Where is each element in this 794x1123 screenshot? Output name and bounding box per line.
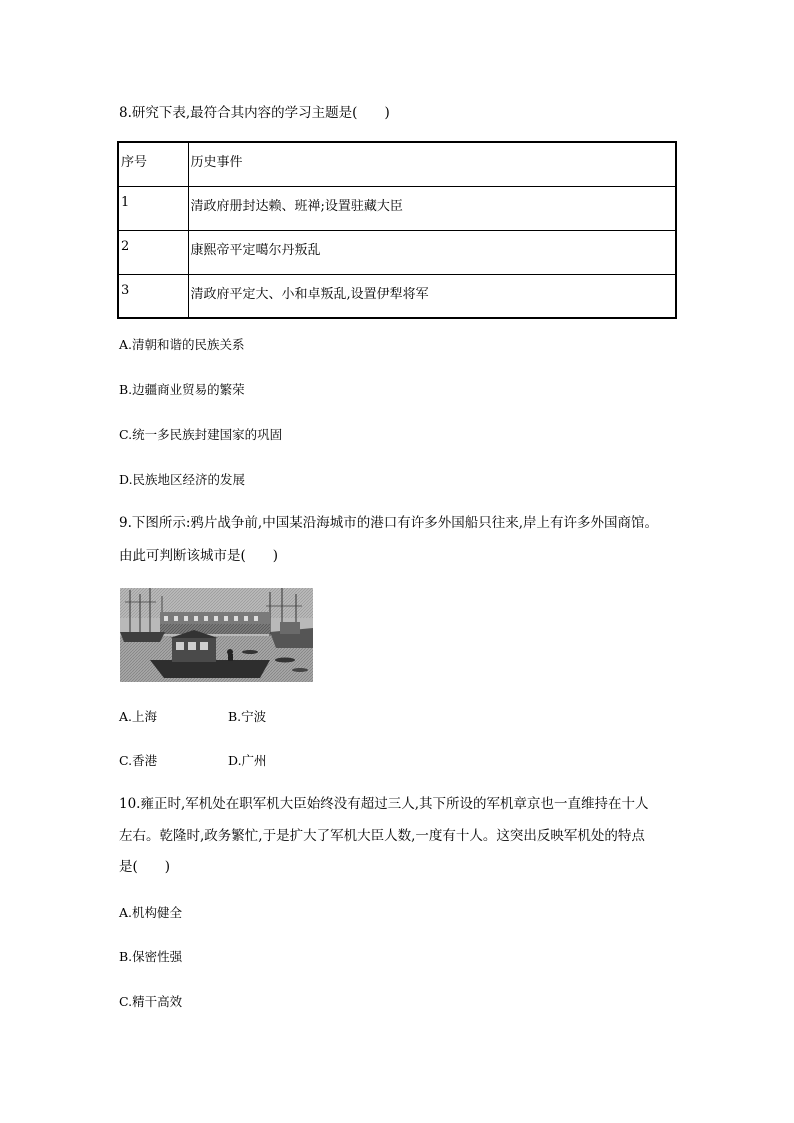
q9-option-b: B.宁波	[228, 709, 267, 724]
table-cell: 清政府平定大、小和卓叛乱,设置伊犁将军	[188, 274, 676, 318]
table-cell: 1	[118, 186, 188, 230]
q9-option-a: A.上海	[119, 709, 158, 724]
table-row	[118, 274, 676, 318]
harbor-engraving-image	[120, 588, 313, 682]
q8-option-b: B.边疆商业贸易的繁荣	[119, 382, 245, 397]
q10-option-c: C.精干高效	[119, 994, 183, 1009]
table-cell: 2	[118, 230, 188, 274]
q10-stem-line-2: 左右。乾隆时,政务繁忙,于是扩大了军机大臣人数,一度有十人。这突出反映军机处的特点	[119, 828, 645, 844]
table-cell: 康熙帝平定噶尔丹叛乱	[188, 230, 676, 274]
q10-option-b: B.保密性强	[119, 949, 183, 964]
q10-stem-line-3: 是( )	[119, 859, 171, 875]
q8-stem: 8.研究下表,最符合其内容的学习主题是( )	[119, 105, 390, 121]
q8-option-a: A.清朝和谐的民族关系	[119, 337, 245, 352]
table-header-row	[118, 142, 676, 186]
table-header-cell: 序号	[118, 142, 188, 186]
table-cell: 清政府册封达赖、班禅;设置驻藏大臣	[188, 186, 676, 230]
table-row	[118, 230, 676, 274]
q9-option-d: D.广州	[228, 753, 267, 768]
q10-stem-line-1: 10.雍正时,军机处在职军机大臣始终没有超过三人,其下所设的军机章京也一直维持在十人	[119, 796, 649, 812]
q9-option-c: C.香港	[119, 753, 158, 768]
table-cell: 3	[118, 274, 188, 318]
table-row	[118, 186, 676, 230]
q9-stem-line-1: 9.下图所示:鸦片战争前,中国某沿海城市的港口有许多外国船只往来,岸上有许多外国商馆。	[119, 515, 659, 531]
q8-table	[117, 141, 677, 319]
q8-option-d: D.民族地区经济的发展	[119, 472, 246, 487]
q8-option-c: C.统一多民族封建国家的巩固	[119, 427, 283, 442]
q9-stem-line-2: 由此可判断该城市是( )	[119, 548, 279, 564]
q10-option-a: A.机构健全	[119, 905, 183, 920]
table-header-cell: 历史事件	[188, 142, 676, 186]
